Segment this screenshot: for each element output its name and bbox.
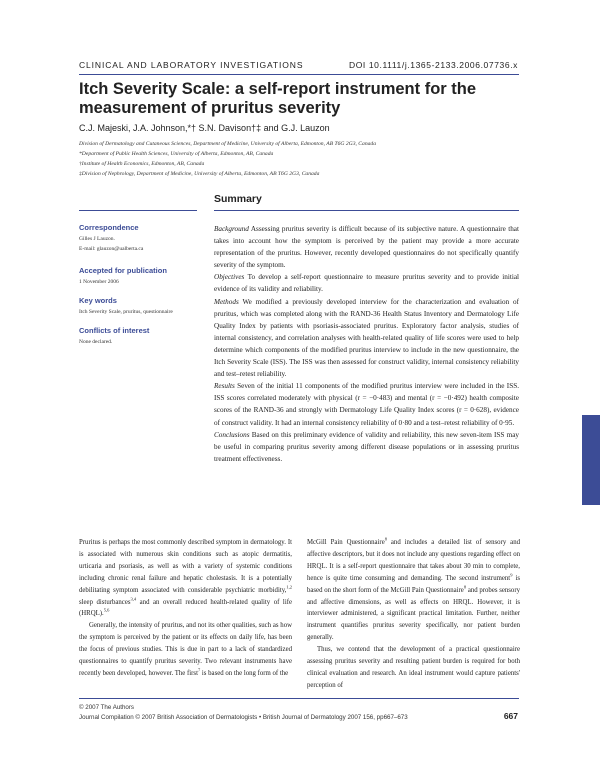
correspondence-name: Gilles J Lauzon.: [79, 236, 115, 242]
section-label: CLINICAL AND LABORATORY INVESTIGATIONS: [79, 60, 304, 70]
background-text: Assessing pruritus severity is difficult because of its subjective nature. A questionnaire that takes into account how the symptom is perceived by the patient may provide a more accurate representation of the pruritus. However, recently developed questionnaires do not specifically quantify severity of the symptom.: [214, 225, 519, 270]
text: Pruritus is perhaps the most commonly described symptom in dermatology. It is associated with numerous skin conditions such as atopic dermatitis, urticaria and psoriasis, as well as with a variety of systemic conditions including chronic renal failure and hepatic cholestasis. It is a potentially debilitating symptom associated with considerable psychiatric morbidity,: [79, 539, 292, 594]
footer-divider: [79, 698, 519, 699]
citation-ref[interactable]: 5,6: [103, 608, 110, 614]
doi-link[interactable]: DOI 10.1111/j.1365-2133.2006.07736.x: [348, 60, 518, 70]
journal-citation: Journal Compilation © 2007 British Association of Dermatologists • British Journal of Dermatology 2007 156, pp667–673: [79, 714, 408, 721]
text: Generally, the intensity of pruritus, and not its other qualities, such as how the symptom is perceived by the patient or its effects on daily life, has been the focus of previous studies. This is due in part to a lack of standardized questionnaires to quantify pruritus severity. Two relevant instruments have recently been developed, however. The first: [79, 622, 292, 677]
accepted-date: 1 November 2006: [79, 279, 119, 285]
results-label: Results: [214, 382, 235, 391]
text: McGill Pain Questionnaire: [307, 539, 385, 546]
correspondence-email[interactable]: E-mail: glauzon@ualberta.ca: [79, 246, 144, 252]
objectives-text: To develop a self-report questionnaire to measure pruritus severity and to provide initial evidence of its validity and reliability.: [214, 273, 520, 294]
conflicts-heading: Conflicts of interest: [79, 326, 150, 335]
author-list: C.J. Majeski, J.A. Johnson,*† S.N. Davison†‡ and G.J. Lauzon: [79, 123, 330, 133]
text: and probes sensory and affective dimensions, as well as effects on HRQL. However, it is interviewer administered, a significant practical limitation. Further, neither instrument quantifies pruritus severity specifically, nor patient burden generally.: [307, 586, 520, 642]
text: sleep disturbances: [79, 598, 131, 606]
abstract: [214, 223, 519, 465]
article-title: Itch Severity Scale: a self-report instrument for the measurement of pruritus severity: [79, 80, 477, 117]
abstract-objectives: [214, 271, 519, 295]
body-paragraph: [79, 537, 292, 620]
body-column-left: [79, 537, 292, 680]
methods-label: Methods: [214, 297, 239, 306]
results-text: Seven of the initial 11 components of the modified pruritus interview were included in the ISS. ISS scores correlated moderately with physical (r = −0·483) and mental (r = −0·492) health composite scores of the RAND-36 and strongly with Dermatology Life Quality Index scores (r = 0·628), evidence of construct validity. It had an internal consistency reliability of 0·80 and a test–retest reliability of 0·95.: [214, 382, 519, 427]
text: is based on the long form of the: [200, 669, 289, 677]
text: and includes a detailed list of sensory and affective descriptors, but it does not include any questions regarding effect on HRQL. It is a self-report questionnaire that takes about 30 min to complete, hence is quite time consuming and demanding. The second instrument: [307, 539, 520, 582]
citation-ref[interactable]: 1,2: [286, 584, 292, 590]
body-paragraph: [307, 537, 520, 644]
header-divider: [79, 74, 519, 75]
abstract-methods: [214, 296, 519, 381]
sidebar-divider: [79, 210, 197, 211]
text: and an overall reduced health-related quality of life (HRQL).: [79, 598, 292, 618]
citation-ref[interactable]: 3,4: [130, 596, 137, 602]
background-label: Background: [214, 225, 249, 233]
text: Thus, we contend that the development of a practical questionnaire assessing pruritus severity and resulting patient burden is required for both clinical evaluation and research. An ideal instrument would capture patients' perception of: [307, 646, 520, 689]
copyright-line: © 2007 The Authors: [79, 704, 135, 711]
conclusions-label: Conclusions: [214, 430, 250, 439]
summary-divider: [214, 210, 519, 211]
page-number: 667: [503, 711, 518, 721]
methods-text: We modified a previously developed interview for the characterization and evaluation of pruritus, which was completed along with the RAND-36 Health Status Inventory and Dermatology Life Quality Index by patients with psoriasis-associated pruritus. Exploratory factor analysis, studies of internal consistency, and correlation analyses with health-related quality of life scores were used to help determine which components of the modified pruritus interview to include in the new questionnaire, the Itch Severity Scale (ISS). The ISS was then assessed for construct validity, internal consistency reliability and test–retest reliability.: [214, 297, 519, 379]
section-tab-marker: [582, 415, 600, 505]
correspondence-heading: Correspondence: [79, 223, 139, 232]
citation-ref[interactable]: 8: [384, 536, 387, 542]
affiliation: Division of Dermatology and Cutaneous Sciences, Department of Medicine, University of Alberta, Edmonton, AB T6G 2G3, Canada: [79, 141, 377, 147]
affiliation: *Department of Public Health Sciences, University of Alberta, Edmonton, AB, Canada: [79, 151, 274, 157]
text: is based on the short form of the McGill Pain Questionnaire: [307, 574, 521, 594]
citation-ref[interactable]: 7: [197, 667, 201, 673]
accepted-heading: Accepted for publication: [79, 266, 167, 275]
body-paragraph: [79, 620, 292, 680]
conflicts-text: None declared.: [79, 339, 113, 345]
keywords-list: Itch Severity Scale, pruritus, questionnaire: [79, 309, 173, 315]
body-column-right: [307, 537, 520, 692]
abstract-results: [214, 380, 519, 428]
affiliation: ‡Division of Nephrology, Department of Medicine, University of Alberta, Edmonton, AB T6G 2G3, Canada: [79, 171, 320, 177]
affiliation: †Institute of Health Economics, Edmonton, AB, Canada: [79, 161, 205, 167]
abstract-background: [214, 223, 519, 271]
body-paragraph: [307, 644, 520, 692]
citation-ref[interactable]: 8: [463, 584, 467, 590]
conclusions-text: Based on this preliminary evidence of validity and reliability, this new seven-item ISS may be useful in comparing pruritus severity among different disease populations or in assessing pruritus treatment effectiveness.: [214, 430, 519, 463]
citation-ref[interactable]: 9: [510, 572, 513, 578]
keywords-heading: Key words: [79, 296, 117, 305]
summary-heading: Summary: [214, 193, 262, 205]
objectives-label: Objectives: [214, 273, 245, 282]
abstract-conclusions: [214, 429, 519, 465]
